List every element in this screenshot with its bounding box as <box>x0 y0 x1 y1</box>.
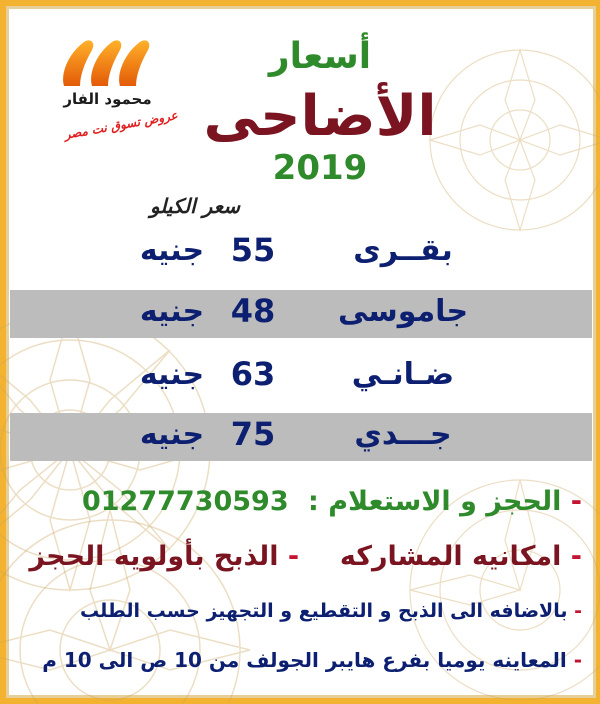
price-row <box>10 413 592 461</box>
per-kilo-label: سعر الكيلو <box>149 194 241 218</box>
price-row-value: 48 <box>230 292 276 330</box>
booking-line <box>82 486 582 517</box>
price-row-name: جـــدي <box>354 417 452 452</box>
brand-tagline: عروض تسوق نت مصر <box>63 108 179 142</box>
price-row-value: 55 <box>230 231 276 269</box>
price-row-unit: جنيه <box>139 417 205 452</box>
inspection-line <box>42 648 582 672</box>
bullet: - <box>574 600 582 622</box>
price-row-name: جاموسى <box>337 294 469 329</box>
bullet: - <box>287 541 300 572</box>
price-row-name: ضـانـي <box>351 357 455 392</box>
brand-name: محمود الفار <box>63 90 152 108</box>
price-row-unit: جنيه <box>139 233 205 268</box>
extras-line <box>80 600 582 622</box>
priority-text: الذبح بأولويه الحجز <box>29 541 279 572</box>
title-line-1: أسعار <box>268 36 372 77</box>
price-row <box>10 229 592 277</box>
title-year: 2019 <box>272 148 368 188</box>
participation-text: امكانيه المشاركه <box>339 541 562 572</box>
price-row-value: 75 <box>230 415 276 453</box>
price-row <box>10 290 592 338</box>
bullet: - <box>573 648 582 672</box>
price-row-name: بقــرى <box>353 233 453 268</box>
participation-line <box>29 541 582 572</box>
price-row <box>10 353 592 401</box>
booking-label: الحجز و الاستعلام : <box>308 486 562 517</box>
price-row-value: 63 <box>230 355 276 393</box>
phone-number: 01277730593 <box>81 486 289 517</box>
price-row-unit: جنيه <box>139 294 205 329</box>
title-line-2: الأضاحى <box>203 84 437 149</box>
bullet: - <box>570 541 582 572</box>
extras-text: بالاضافه الى الذبح و التقطيع و التجهيز حسب الطلب <box>80 600 568 622</box>
bullet: - <box>570 486 582 517</box>
inspection-text: المعاينه يوميا بفرع هايبر الجولف من 10 ص الى 10 م <box>42 648 567 672</box>
price-row-unit: جنيه <box>139 357 205 392</box>
